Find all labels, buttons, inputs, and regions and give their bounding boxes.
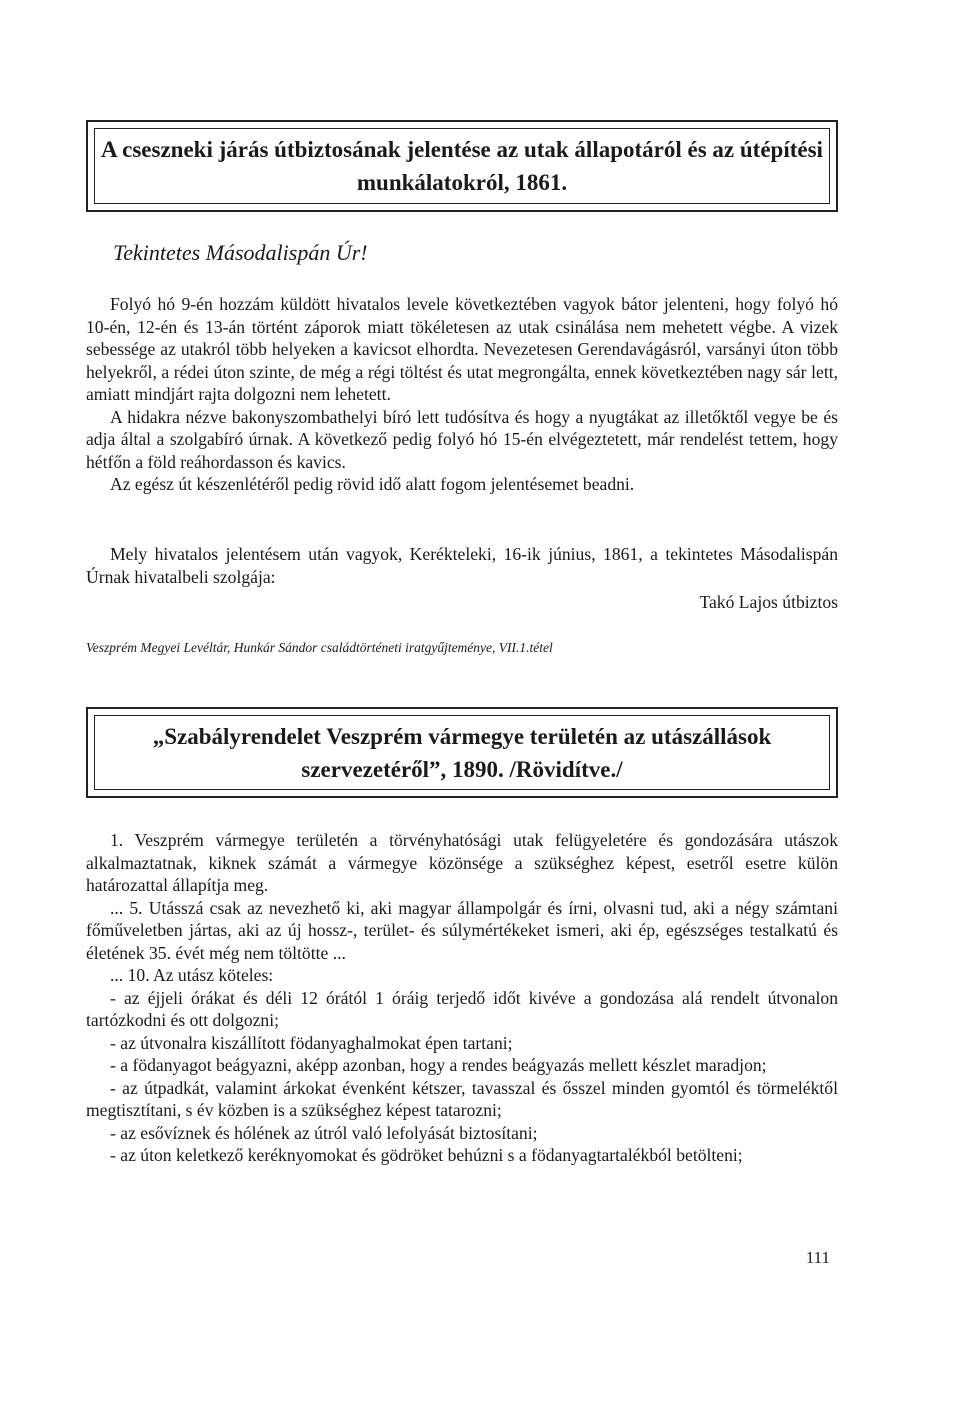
letter-paragraph: Folyó hó 9-én hozzám küldött hivatalos levele következtében vagyok bátor jelenteni, hogy folyó hó 10-én, 12-én és 13-án történt záporok miatt tökéletesen az utak csinálása nem mehetett végbe. A vizek sebessége az utakról több helyeken a kavicsot elhordta. Nevezetesen Gerendavágásról, varsányi úton több helyekről, a rédei úton szinte, de még a régi töltést és utat megrongálta, ennek következtében nagy sár lett, amiatt mindjárt rajta dolgozni nem lehetett. (86, 294, 838, 404)
regulation-body (86, 829, 838, 1167)
regulation-paragraph: ... 5. Utásszá csak az nevezhető ki, aki magyar állampolgár és írni, olvasni tud, aki a négy számtani főműveletben jártas, aki az új hossz-, terület- és súlymértékeket ismeri, aki ép, egészséges testalkatú és életének 35. évét még nem töltötte ... (86, 897, 838, 963)
regulation-paragraph: 1. Veszprém vármegye területén a törvényhatósági utak felügyeletére és gondozására utászok alkalmaztatnak, kiknek számát a vármegye közönsége a szükséghez képest, esetről esetre külön határozattal állapítja meg. (86, 830, 838, 895)
letter-closing: Mely hivatalos jelentésem után vagyok, Kerékteleki, 16-ik június, 1861, a tekintetes Másodalispán Úrnak hivatalbeli szolgája: (86, 544, 838, 587)
section-1-title-inner-frame (94, 128, 830, 204)
source-citation: Veszprém Megyei Levéltár, Hunkár Sándor családtörténeti iratgyűjteménye, VII.1.tétel (86, 640, 553, 655)
section-1-title: A cseszneki járás útbiztosának jelentése az utak állapotáról és az útépítési munkálatokról, 1861. (101, 137, 823, 195)
section-2-title-frame (86, 707, 838, 798)
letter-closing-block (86, 543, 838, 588)
letter-body (86, 293, 838, 496)
regulation-paragraph: ... 10. Az utász köteles: (110, 965, 274, 985)
section-2-title-inner-frame (94, 715, 830, 790)
letter-paragraph: Az egész út készenlétéről pedig rövid idő alatt fogom jelentésemet beadni. (110, 474, 635, 494)
regulation-list-item: - az úton keletkező keréknyomokat és gödröket behúzni s a födanyagtartalékból betölteni; (110, 1145, 743, 1165)
section-1-title-frame (86, 120, 838, 212)
page-number: 111 (805, 1248, 830, 1267)
regulation-list-item: - az éjjeli órákat és déli 12 órától 1 óráig terjedő időt kivéve a gondozása alá rendelt útvonalon tartózkodni és ott dolgozni; (86, 987, 838, 1030)
letter-signature: Takó Lajos útbiztos (699, 592, 838, 612)
letter-salutation: Tekintetes Másodalispán Úr! (113, 240, 368, 265)
regulation-list-item: - a födanyagot beágyazni, aképp azonban, hogy a rendes beágyazás mellett készlet maradjon; (110, 1055, 767, 1075)
regulation-list-item: - az útvonalra kiszállított födanyaghalmokat épen tartani; (110, 1032, 513, 1053)
section-2-title: „Szabályrendelet Veszprém vármegye területén az utászállások szervezetéről”, 1890. /Rövidítve./ (152, 723, 772, 782)
letter-paragraph: A hidakra nézve bakonyszombathelyi bíró lett tudósítva és hogy a nyugtákat az illetőktől vegye be és adja által a szolgabíró úrnak. A következő pedig folyó hó 15-én elvégeztetett, már rendelést tettem, hogy hétfőn a föld reáhordasson és kavics. (86, 406, 838, 472)
regulation-list-item: - az esővíznek és hólének az útról való lefolyását biztosítani; (110, 1122, 538, 1143)
regulation-list-item: - az útpadkát, valamint árkokat évenként kétszer, tavasszal és ősszel minden gyomtól és törmeléktől megtisztítani, s év közben is a szükséghez képest tatarozni; (86, 1077, 838, 1120)
